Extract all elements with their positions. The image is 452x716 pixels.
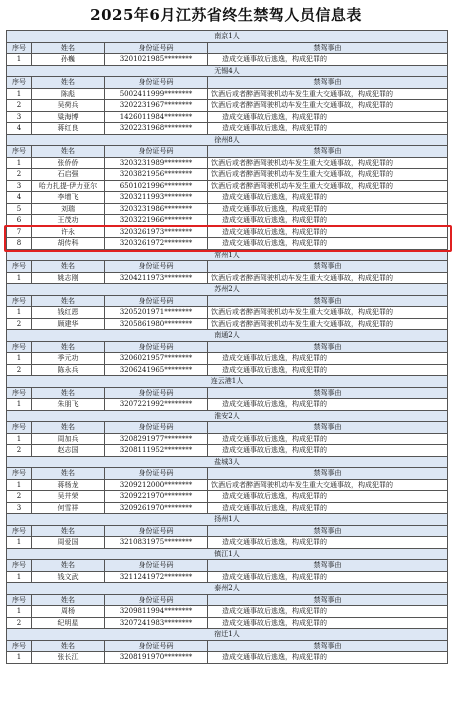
city-label: 连云港1人	[7, 376, 448, 387]
city-label: 镇江1人	[7, 549, 448, 560]
header-name: 姓名	[32, 342, 105, 353]
row-reason: 饮酒后或者醉酒驾驶机动车发生重大交通事故，构成犯罪的	[208, 158, 448, 169]
city-header-row	[7, 457, 448, 469]
row-reason: 造成交通事故后逃逸，构成犯罪的	[208, 192, 448, 203]
row-name: 钱文武	[32, 572, 105, 583]
row-id: 3203261972********	[105, 238, 208, 249]
header-name: 姓名	[32, 526, 105, 537]
header-name: 姓名	[32, 296, 105, 307]
row-reason: 造成交通事故后逃逸，构成犯罪的	[208, 227, 448, 238]
header-id: 身份证号码	[105, 296, 208, 307]
row-id: 3203211993********	[105, 192, 208, 203]
row-name: 周爱国	[32, 537, 105, 548]
header-no: 序号	[7, 388, 32, 399]
table-row	[7, 307, 448, 319]
row-no: 3	[7, 503, 32, 514]
column-header-row	[7, 595, 448, 607]
city-header-row	[7, 31, 448, 43]
row-name: 周加兵	[32, 434, 105, 445]
table-row	[7, 100, 448, 112]
header-no: 序号	[7, 261, 32, 272]
header-name: 姓名	[32, 641, 105, 652]
row-name: 陈永兵	[32, 365, 105, 376]
row-no: 1	[7, 89, 32, 100]
table-row	[7, 491, 448, 503]
column-header-row	[7, 77, 448, 89]
table-row	[7, 169, 448, 181]
column-header-row	[7, 296, 448, 308]
table-row	[7, 238, 448, 250]
row-reason: 造成交通事故后逃逸，构成犯罪的	[208, 399, 448, 410]
row-no: 2	[7, 365, 32, 376]
table-row	[7, 273, 448, 285]
city-label: 淮安2人	[7, 411, 448, 422]
city-header-row	[7, 411, 448, 423]
row-reason: 饮酒后或者醉酒驾驶机动车发生重大交通事故，构成犯罪的	[208, 319, 448, 330]
row-name: 顾建华	[32, 319, 105, 330]
row-id: 3205201971********	[105, 307, 208, 318]
table-row	[7, 227, 448, 239]
header-reason: 禁驾事由	[208, 342, 448, 353]
header-reason: 禁驾事由	[208, 526, 448, 537]
header-reason: 禁驾事由	[208, 146, 448, 157]
city-label: 苏州2人	[7, 284, 448, 295]
header-no: 序号	[7, 560, 32, 571]
header-id: 身份证号码	[105, 560, 208, 571]
city-label: 泰州2人	[7, 583, 448, 594]
row-reason: 造成交通事故后逃逸，构成犯罪的	[208, 434, 448, 445]
row-name: 纪明星	[32, 618, 105, 629]
row-name: 张长江	[32, 652, 105, 663]
row-id: 3205861980********	[105, 319, 208, 330]
city-header-row	[7, 330, 448, 342]
row-name: 陈彪	[32, 89, 105, 100]
city-header-row	[7, 629, 448, 641]
city-header-row	[7, 549, 448, 561]
row-id: 3203231989********	[105, 158, 208, 169]
table-row	[7, 89, 448, 101]
city-label: 南通2人	[7, 330, 448, 341]
header-id: 身份证号码	[105, 146, 208, 157]
header-id: 身份证号码	[105, 261, 208, 272]
header-reason: 禁驾事由	[208, 77, 448, 88]
table-row	[7, 606, 448, 618]
row-id: 1426011984********	[105, 112, 208, 123]
table-row	[7, 652, 448, 664]
row-no: 1	[7, 307, 32, 318]
row-id: 3209261970********	[105, 503, 208, 514]
row-no: 1	[7, 54, 32, 65]
row-id: 3207221992********	[105, 399, 208, 410]
row-reason: 饮酒后或者醉酒驾驶机动车发生重大交通事故，构成犯罪的	[208, 480, 448, 491]
row-id: 3208291977********	[105, 434, 208, 445]
city-header-row	[7, 284, 448, 296]
header-id: 身份证号码	[105, 468, 208, 479]
header-reason: 禁驾事由	[208, 422, 448, 433]
header-id: 身份证号码	[105, 595, 208, 606]
city-label: 常州1人	[7, 250, 448, 261]
table-row	[7, 112, 448, 124]
city-header-row	[7, 583, 448, 595]
row-reason: 造成交通事故后逃逸，构成犯罪的	[208, 365, 448, 376]
row-name: 粱海博	[32, 112, 105, 123]
row-name: 蒋杨龙	[32, 480, 105, 491]
row-name: 赵志国	[32, 445, 105, 456]
table-row	[7, 365, 448, 377]
row-no: 8	[7, 238, 32, 249]
row-reason: 饮酒后或者醉酒驾驶机动车发生重大交通事故，构成犯罪的	[208, 169, 448, 180]
row-id: 3202231968********	[105, 123, 208, 134]
header-no: 序号	[7, 43, 32, 54]
row-name: 刘瑞	[32, 204, 105, 215]
header-id: 身份证号码	[105, 342, 208, 353]
row-name: 季元功	[32, 353, 105, 364]
row-reason: 造成交通事故后逃逸，构成犯罪的	[208, 215, 448, 226]
column-header-row	[7, 342, 448, 354]
table-row	[7, 54, 448, 66]
row-no: 1	[7, 652, 32, 663]
row-reason: 造成交通事故后逃逸，构成犯罪的	[208, 503, 448, 514]
header-name: 姓名	[32, 468, 105, 479]
row-no: 2	[7, 491, 32, 502]
row-reason: 造成交通事故后逃逸，构成犯罪的	[208, 572, 448, 583]
row-no: 5	[7, 204, 32, 215]
header-id: 身份证号码	[105, 43, 208, 54]
table-row	[7, 434, 448, 446]
row-no: 1	[7, 353, 32, 364]
row-no: 7	[7, 227, 32, 238]
column-header-row	[7, 560, 448, 572]
row-reason: 饮酒后或者醉酒驾驶机动车发生重大交通事故，构成犯罪的	[208, 273, 448, 284]
column-header-row	[7, 388, 448, 400]
row-id: 3208111952********	[105, 445, 208, 456]
header-reason: 禁驾事由	[208, 468, 448, 479]
table-row	[7, 503, 448, 515]
row-no: 1	[7, 537, 32, 548]
column-header-row	[7, 261, 448, 273]
header-id: 身份证号码	[105, 77, 208, 88]
header-reason: 禁驾事由	[208, 261, 448, 272]
row-reason: 造成交通事故后逃逸，构成犯罪的	[208, 537, 448, 548]
header-reason: 禁驾事由	[208, 641, 448, 652]
drivers-table	[6, 30, 448, 664]
header-no: 序号	[7, 468, 32, 479]
row-name: 周杨	[32, 606, 105, 617]
row-no: 4	[7, 192, 32, 203]
table-row	[7, 572, 448, 584]
row-id: 3201021985********	[105, 54, 208, 65]
row-id: 5002411999********	[105, 89, 208, 100]
table-row	[7, 445, 448, 457]
row-no: 2	[7, 319, 32, 330]
table-row	[7, 618, 448, 630]
row-id: 3204211973********	[105, 273, 208, 284]
header-no: 序号	[7, 146, 32, 157]
table-row	[7, 537, 448, 549]
header-name: 姓名	[32, 43, 105, 54]
row-name: 胡传科	[32, 238, 105, 249]
row-id: 3203231986********	[105, 204, 208, 215]
row-name: 石启强	[32, 169, 105, 180]
table-row	[7, 158, 448, 170]
row-no: 1	[7, 606, 32, 617]
header-name: 姓名	[32, 422, 105, 433]
row-no: 1	[7, 480, 32, 491]
row-no: 1	[7, 572, 32, 583]
row-name: 钱红恩	[32, 307, 105, 318]
header-reason: 禁驾事由	[208, 388, 448, 399]
city-label: 扬州1人	[7, 514, 448, 525]
row-reason: 造成交通事故后逃逸，构成犯罪的	[208, 353, 448, 364]
row-no: 2	[7, 618, 32, 629]
city-header-row	[7, 135, 448, 147]
row-reason: 造成交通事故后逃逸，构成犯罪的	[208, 123, 448, 134]
header-reason: 禁驾事由	[208, 296, 448, 307]
row-no: 1	[7, 158, 32, 169]
table-row	[7, 181, 448, 193]
row-id: 3208191970********	[105, 652, 208, 663]
header-name: 姓名	[32, 595, 105, 606]
row-no: 2	[7, 100, 32, 111]
row-name: 姚志刚	[32, 273, 105, 284]
row-name: 朱朋飞	[32, 399, 105, 410]
table-row	[7, 192, 448, 204]
row-reason: 造成交通事故后逃逸，构成犯罪的	[208, 54, 448, 65]
row-no: 1	[7, 399, 32, 410]
header-no: 序号	[7, 641, 32, 652]
header-name: 姓名	[32, 146, 105, 157]
column-header-row	[7, 468, 448, 480]
table-row	[7, 480, 448, 492]
city-label: 徐州8人	[7, 135, 448, 146]
column-header-row	[7, 526, 448, 538]
row-name: 哈力扎提·伊力亚尔	[32, 181, 105, 192]
row-reason: 造成交通事故后逃逸，构成犯罪的	[208, 112, 448, 123]
header-name: 姓名	[32, 77, 105, 88]
header-name: 姓名	[32, 560, 105, 571]
header-no: 序号	[7, 296, 32, 307]
header-name: 姓名	[32, 261, 105, 272]
row-reason: 造成交通事故后逃逸，构成犯罪的	[208, 445, 448, 456]
row-name: 张侨侨	[32, 158, 105, 169]
row-id: 6501021996********	[105, 181, 208, 192]
city-header-row	[7, 66, 448, 78]
page-title: 2025年6月江苏省终生禁驾人员信息表	[90, 6, 362, 24]
header-no: 序号	[7, 595, 32, 606]
header-no: 序号	[7, 77, 32, 88]
row-reason: 造成交通事故后逃逸，构成犯罪的	[208, 491, 448, 502]
row-reason: 造成交通事故后逃逸，构成犯罪的	[208, 652, 448, 663]
row-reason: 造成交通事故后逃逸，构成犯罪的	[208, 618, 448, 629]
row-reason: 饮酒后或者醉酒驾驶机动车发生重大交通事故，构成犯罪的	[208, 100, 448, 111]
row-no: 3	[7, 112, 32, 123]
row-id: 3203261973********	[105, 227, 208, 238]
row-reason: 造成交通事故后逃逸，构成犯罪的	[208, 606, 448, 617]
city-label: 盐城3人	[7, 457, 448, 468]
header-reason: 禁驾事由	[208, 595, 448, 606]
column-header-row	[7, 641, 448, 653]
header-id: 身份证号码	[105, 422, 208, 433]
city-label: 宿迁1人	[7, 629, 448, 640]
header-no: 序号	[7, 422, 32, 433]
city-header-row	[7, 514, 448, 526]
header-id: 身份证号码	[105, 526, 208, 537]
row-no: 1	[7, 434, 32, 445]
city-header-row	[7, 376, 448, 388]
row-reason: 造成交通事故后逃逸，构成犯罪的	[208, 238, 448, 249]
row-name: 孙巍	[32, 54, 105, 65]
header-id: 身份证号码	[105, 388, 208, 399]
row-no: 6	[7, 215, 32, 226]
header-reason: 禁驾事由	[208, 560, 448, 571]
row-id: 3207241983********	[105, 618, 208, 629]
row-id: 3203821956********	[105, 169, 208, 180]
row-reason: 饮酒后或者醉酒驾驶机动车发生重大交通事故，构成犯罪的	[208, 181, 448, 192]
row-id: 3206241965********	[105, 365, 208, 376]
row-id: 3211241972********	[105, 572, 208, 583]
table-row	[7, 215, 448, 227]
header-name: 姓名	[32, 388, 105, 399]
row-id: 3203221966********	[105, 215, 208, 226]
header-reason: 禁驾事由	[208, 43, 448, 54]
row-id: 3210831975********	[105, 537, 208, 548]
row-no: 4	[7, 123, 32, 134]
header-no: 序号	[7, 526, 32, 537]
table-row	[7, 204, 448, 216]
row-name: 蒋红良	[32, 123, 105, 134]
row-no: 2	[7, 445, 32, 456]
row-id: 3209811994********	[105, 606, 208, 617]
row-reason: 造成交通事故后逃逸，构成犯罪的	[208, 204, 448, 215]
row-name: 吴荷兵	[32, 100, 105, 111]
row-reason: 饮酒后或者醉酒驾驶机动车发生重大交通事故，构成犯罪的	[208, 307, 448, 318]
header-no: 序号	[7, 342, 32, 353]
row-name: 吴井荣	[32, 491, 105, 502]
row-no: 3	[7, 181, 32, 192]
table-row	[7, 123, 448, 135]
table-row	[7, 353, 448, 365]
row-name: 何雪祥	[32, 503, 105, 514]
row-reason: 饮酒后或者醉酒驾驶机动车发生重大交通事故，构成犯罪的	[208, 89, 448, 100]
table-row	[7, 319, 448, 331]
row-name: 李增飞	[32, 192, 105, 203]
city-label: 无锡4人	[7, 66, 448, 77]
row-id: 3209221970********	[105, 491, 208, 502]
column-header-row	[7, 146, 448, 158]
column-header-row	[7, 422, 448, 434]
row-no: 2	[7, 169, 32, 180]
table-row	[7, 399, 448, 411]
city-header-row	[7, 250, 448, 262]
row-id: 3202231967********	[105, 100, 208, 111]
row-id: 3209212000********	[105, 480, 208, 491]
row-name: 许永	[32, 227, 105, 238]
column-header-row	[7, 43, 448, 55]
city-label: 南京1人	[7, 31, 448, 42]
row-no: 1	[7, 273, 32, 284]
header-id: 身份证号码	[105, 641, 208, 652]
row-id: 3206021957********	[105, 353, 208, 364]
row-name: 王茂功	[32, 215, 105, 226]
